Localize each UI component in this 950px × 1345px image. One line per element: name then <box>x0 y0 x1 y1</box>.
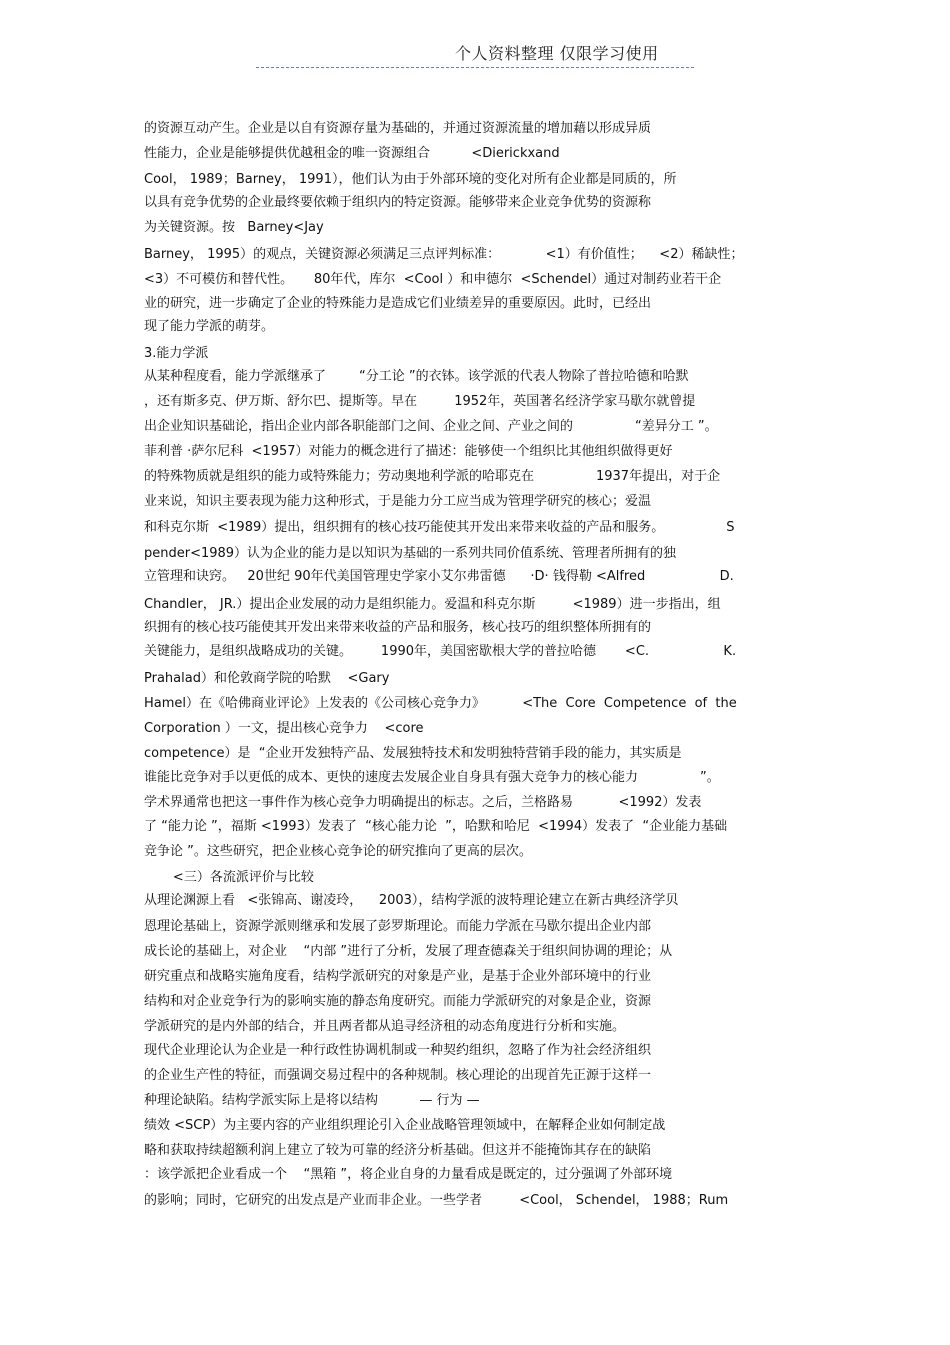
text-line: <3）不可模仿和替代性。 80年代，库尔 <Cool ）和申德尔 <Schendel）通过对制药业若干企 <box>144 272 722 287</box>
text-line: 业的研究，进一步确定了企业的特殊能力是造成它们业绩差异的重要原因。此时，已经出 <box>144 296 652 311</box>
text-line: Hamel）在《哈佛商业评论》上发表的《公司核心竞争力》 <The Core Competence of the <box>144 696 737 711</box>
text-line: Barney， 1995）的观点，关键资源必须满足三点评判标准： <1）有价值性； <2）稀缺性； <box>144 247 744 262</box>
text-line: 为关键资源。按 Barney<Jay <box>144 220 324 235</box>
text-line: 织拥有的核心技巧能使其开发出来带来收益的产品和服务，核心技巧的组织整体所拥有的 <box>144 620 652 635</box>
text-line: 结构和对企业竞争行为的影响实施的静态角度研究。而能力学派研究的对象是企业，资源 <box>144 994 652 1009</box>
section-heading: <三）各流派评价与比较 <box>144 870 314 885</box>
text-line: Corporation ）一文，提出核心竞争力 <core <box>144 721 424 736</box>
text-line: 现了能力学派的萌芽。 <box>144 319 275 334</box>
text-line: 关键能力，是组织战略成功的关键。 1990年，美国密歇根大学的普拉哈德 <C. K. <box>144 644 737 659</box>
header-text: 个人资料整理 仅限学习使用 <box>455 44 659 63</box>
text-line: 学术界通常也把这一事件作为核心竞争力明确提出的标志。之后，兰格路易 <1992）发表 <box>144 795 702 810</box>
text-line: 绩效 <SCP）为主要内容的产业组织理论引入企业战略管理领域中，在解释企业如何制定战 <box>144 1118 666 1133</box>
text-line: 研究重点和战略实施角度看，结构学派研究的对象是产业，是基于企业外部环境中的行业 <box>144 969 652 984</box>
text-line: 从理论渊源上看 <张锦高、谢凌玲， 2003），结构学派的波特理论建立在新古典经济学贝 <box>144 893 679 908</box>
text-line: 立管理和诀窍。 20世纪 90年代美国管理史学家小艾尔弗雷德 ·D· 钱得勒 <Alfred D. <box>144 569 734 584</box>
text-line: Chandler， JR.）提出企业发展的动力是组织能力。爱温和科克尔斯 <1989）进一步指出，组 <box>144 597 721 612</box>
page-header <box>256 41 694 68</box>
text-line: 的资源互动产生。企业是以自有资源存量为基础的，并通过资源流量的增加藉以形成异质 <box>144 121 652 136</box>
text-line: 恩理论基础上，资源学派则继承和发展了彭罗斯理论。而能力学派在马歇尔提出企业内部 <box>144 919 652 934</box>
text-line: ，还有斯多克、伊万斯、舒尔巴、提斯等。早在 1952年，英国著名经济学家马歇尔就曾提 <box>144 394 696 409</box>
text-line: 和科克尔斯 <1989）提出，组织拥有的核心技巧能使其开发出来带来收益的产品和服务。 S <box>144 520 735 535</box>
text-line: 学派研究的是内外部的结合，并且两者都从追寻经济租的动态角度进行分析和实施。 <box>144 1019 626 1034</box>
text-line: 从某种程度看，能力学派继承了 “分工论 ”的衣钵。该学派的代表人物除了普拉哈德和哈默 <box>144 369 689 384</box>
text-line: 竞争论 ”。这些研究，把企业核心竞争论的研究推向了更高的层次。 <box>144 844 532 859</box>
text-line: ：该学派把企业看成一个 “黑箱 ”，将企业自身的力量看成是既定的，过分强调了外部环境 <box>144 1167 673 1182</box>
text-line: 以具有竞争优势的企业最终要依赖于组织内的特定资源。能够带来企业竞争优势的资源称 <box>144 195 652 210</box>
text-line: competence）是 “企业开发独特产品、发展独特技术和发明独特营销手段的能力，其实质是 <box>144 746 682 761</box>
text-line: 业来说，知识主要表现为能力这种形式，于是能力分工应当成为管理学研究的核心；爱温 <box>144 494 652 509</box>
section-heading: 3.能力学派 <box>144 346 209 361</box>
text-line: 种理论缺陷。结构学派实际上是将以结构 — 行为 — <box>144 1093 480 1108</box>
text-line: Cool， 1989；Barney， 1991），他们认为由于外部环境的变化对所有企业都是同质的，所 <box>144 172 677 187</box>
text-line: 出企业知识基础论，指出企业内部各职能部门之间、企业之间、产业之间的 “差异分工 ”。 <box>144 419 718 434</box>
text-line: Prahalad）和伦敦商学院的哈默 <Gary <box>144 671 390 686</box>
text-line: 性能力，企业是能够提供优越租金的唯一资源组合 <Dierickxand <box>144 146 560 161</box>
text-line: pender<1989）认为企业的能力是以知识为基础的一系列共同价值系统、管理者所拥有的独 <box>144 546 677 561</box>
text-line: 的影响；同时，它研究的出发点是产业而非企业。一些学者 <Cool， Schendel， 1988；Rum <box>144 1193 729 1208</box>
text-line: 成长论的基础上，对企业 “内部 ”进行了分析，发展了理查德森关于组织间协调的理论；从 <box>144 944 673 959</box>
text-line: 的特殊物质就是组织的能力或特殊能力；劳动奥地利学派的哈耶克在 1937年提出，对于企 <box>144 469 721 484</box>
text-line: 谁能比竞争对手以更低的成本、更快的速度去发展企业自身具有强大竞争力的核心能力 ”。 <box>144 770 720 785</box>
text-line: 现代企业理论认为企业是一种行政性协调机制或一种契约组织，忽略了作为社会经济组织 <box>144 1043 652 1058</box>
text-line: 菲利普 ·萨尔尼科 <1957）对能力的概念进行了描述：能够使一个组织比其他组织做得更好 <box>144 444 673 459</box>
text-line: 略和获取持续超额利润上建立了较为可靠的经济分析基础。但这并不能掩饰其存在的缺陷 <box>144 1143 652 1158</box>
text-line: 了 “能力论 ”，福斯 <1993）发表了 “核心能力论 ”，哈默和哈尼 <1994）发表了 “企业能力基础 <box>144 819 728 834</box>
text-line: 的企业生产性的特征，而强调交易过程中的各种规制。核心理论的出现首先正源于这样一 <box>144 1068 652 1083</box>
